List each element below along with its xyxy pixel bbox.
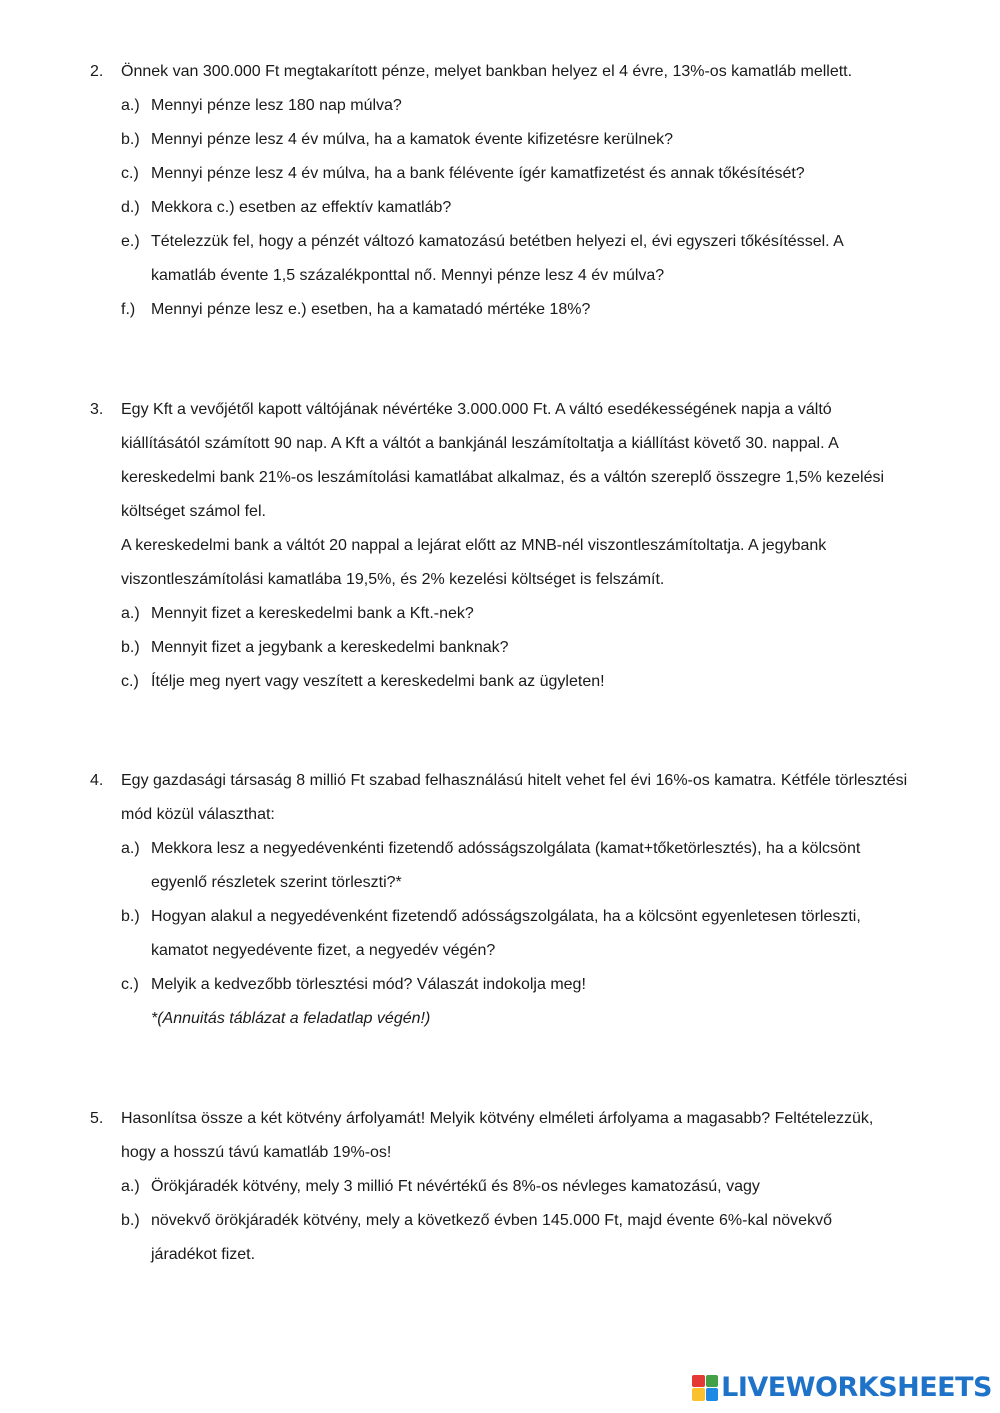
- sub-text-line: Mennyi pénze lesz e.) esetben, ha a kamatadó mértéke 18%?: [151, 301, 591, 318]
- problem-text-line: Hasonlítsa össze a két kötvény árfolyamát! Melyik kötvény elméleti árfolyama a magasabb? Feltételezzük,: [121, 1110, 874, 1127]
- problem-text-line: A kereskedelmi bank a váltót 20 nappal a lejárat előtt az MNB-nél viszontleszámítoltatja. A jegybank: [121, 537, 827, 554]
- sub-question-d: [121, 191, 950, 225]
- sub-label: f.): [121, 301, 136, 318]
- problem-2: [90, 55, 950, 327]
- sub-text-line: Mennyit fizet a kereskedelmi bank a Kft.-nek?: [151, 605, 474, 622]
- sub-question-a: [121, 832, 950, 900]
- sub-question-a: [121, 1170, 950, 1204]
- sub-label: a.): [121, 605, 140, 622]
- problem-text-line: Önnek van 300.000 Ft megtakarított pénze, melyet bankban helyez el 4 évre, 13%-os kamatláb mellett.: [121, 63, 853, 80]
- sub-label: b.): [121, 1212, 140, 1229]
- liveworksheets-logo[interactable]: [692, 1372, 992, 1403]
- sub-text-line: járadékot fizet.: [151, 1246, 256, 1263]
- sub-text-line: növekvő örökjáradék kötvény, mely a következő évben 145.000 Ft, majd évente 6%-kal növekvő: [151, 1212, 832, 1229]
- problem-text-line: költséget számol fel.: [121, 503, 266, 520]
- logo-text: LIVEWORKSHEETS: [721, 1372, 992, 1403]
- problem-text-line: kiállításától számított 90 nap. A Kft a váltót a bankjánál leszámítoltatja a kiállítást követő 30. nappal. A: [121, 435, 839, 452]
- problem-number: 5.: [90, 1110, 104, 1127]
- problem-3: [90, 393, 950, 699]
- sub-text-line: kamatláb évente 1,5 százalékponttal nő. Mennyi pénze lesz 4 év múlva?: [151, 267, 665, 284]
- sub-text-line: Mennyi pénze lesz 180 nap múlva?: [151, 97, 402, 114]
- sub-label: d.): [121, 199, 140, 216]
- sub-label: a.): [121, 97, 140, 114]
- sub-question-b: [121, 1204, 950, 1272]
- sub-question-c: [121, 157, 950, 191]
- sub-question-c: [121, 968, 950, 1002]
- sub-question-e: [121, 225, 950, 293]
- problem-text-line: Egy Kft a vevőjétől kapott váltójának névértéke 3.000.000 Ft. A váltó esedékességének napja a váltó: [121, 401, 832, 418]
- sub-text-line: Mekkora c.) esetben az effektív kamatláb?: [151, 199, 452, 216]
- sub-question-b: [121, 631, 950, 665]
- problem-5: [90, 1102, 950, 1272]
- problem-text-line: Egy gazdasági társaság 8 millió Ft szabad felhasználású hitelt vehet fel évi 16%-os kamatra. Kétféle törlesztési: [121, 772, 908, 789]
- sub-text-line: Mennyi pénze lesz 4 év múlva, ha a bank félévente ígér kamatfizetést és annak tőkésítését?: [151, 165, 805, 182]
- problem-4: [90, 764, 950, 1036]
- sub-text-line: Örökjáradék kötvény, mely 3 millió Ft névértékű és 8%-os névleges kamatozású, vagy: [151, 1178, 760, 1195]
- sub-label: b.): [121, 908, 140, 925]
- sub-text-line: egyenlő részletek szerint törleszti?*: [151, 874, 402, 891]
- sub-label: b.): [121, 639, 140, 656]
- sub-label: c.): [121, 673, 139, 690]
- sub-text-line: Hogyan alakul a negyedévenként fizetendő adósságszolgálata, ha a kölcsönt egyenletesen törleszti,: [151, 908, 861, 925]
- sub-label: a.): [121, 840, 140, 857]
- problem-number: 3.: [90, 401, 104, 418]
- problem-text-line: viszontleszámítolási kamatlába 19,5%, és 2% kezelési költséget is felszámít.: [121, 571, 665, 588]
- problem-number: 4.: [90, 772, 104, 789]
- sub-label: c.): [121, 165, 139, 182]
- logo-blocks-icon: [692, 1375, 718, 1401]
- sub-label: c.): [121, 976, 139, 993]
- sub-question-b: [121, 123, 950, 157]
- sub-label: a.): [121, 1178, 140, 1195]
- sub-text-line: Mennyi pénze lesz 4 év múlva, ha a kamatok évente kifizetésre kerülnek?: [151, 131, 674, 148]
- sub-question-a: [121, 89, 950, 123]
- problem-text-line: mód közül választhat:: [121, 806, 275, 823]
- sub-question-c: [121, 665, 950, 699]
- sub-label: e.): [121, 233, 140, 250]
- sub-text-line: Ítélje meg nyert vagy veszített a kereskedelmi bank az ügyleten!: [151, 673, 605, 690]
- sub-question-a: [121, 597, 950, 631]
- problem-text-line: kereskedelmi bank 21%-os leszámítolási kamatlábat alkalmaz, és a váltón szereplő összegre 1,5% kezelési: [121, 469, 885, 486]
- sub-label: b.): [121, 131, 140, 148]
- sub-text-line: Mekkora lesz a negyedévenkénti fizetendő adósságszolgálata (kamat+tőketörlesztés), ha a kölcsönt: [151, 840, 861, 857]
- sub-text-line: Tételezzük fel, hogy a pénzét változó kamatozású betétben helyezi el, évi egyszeri tőkésítéssel. A: [151, 233, 844, 250]
- problem-number: 2.: [90, 63, 104, 80]
- sub-text-line: kamatot negyedévente fizet, a negyedév végén?: [151, 942, 496, 959]
- problem-text-line: hogy a hosszú távú kamatláb 19%-os!: [121, 1144, 392, 1161]
- sub-question-b: [121, 900, 950, 968]
- sub-text-line: Mennyit fizet a jegybank a kereskedelmi banknak?: [151, 639, 509, 656]
- sub-question-f: [121, 293, 950, 327]
- annuity-table-note: *(Annuitás táblázat a feladatlap végén!): [151, 1010, 431, 1027]
- sub-text-line: Melyik a kedvezőbb törlesztési mód? Válaszát indokolja meg!: [151, 976, 586, 993]
